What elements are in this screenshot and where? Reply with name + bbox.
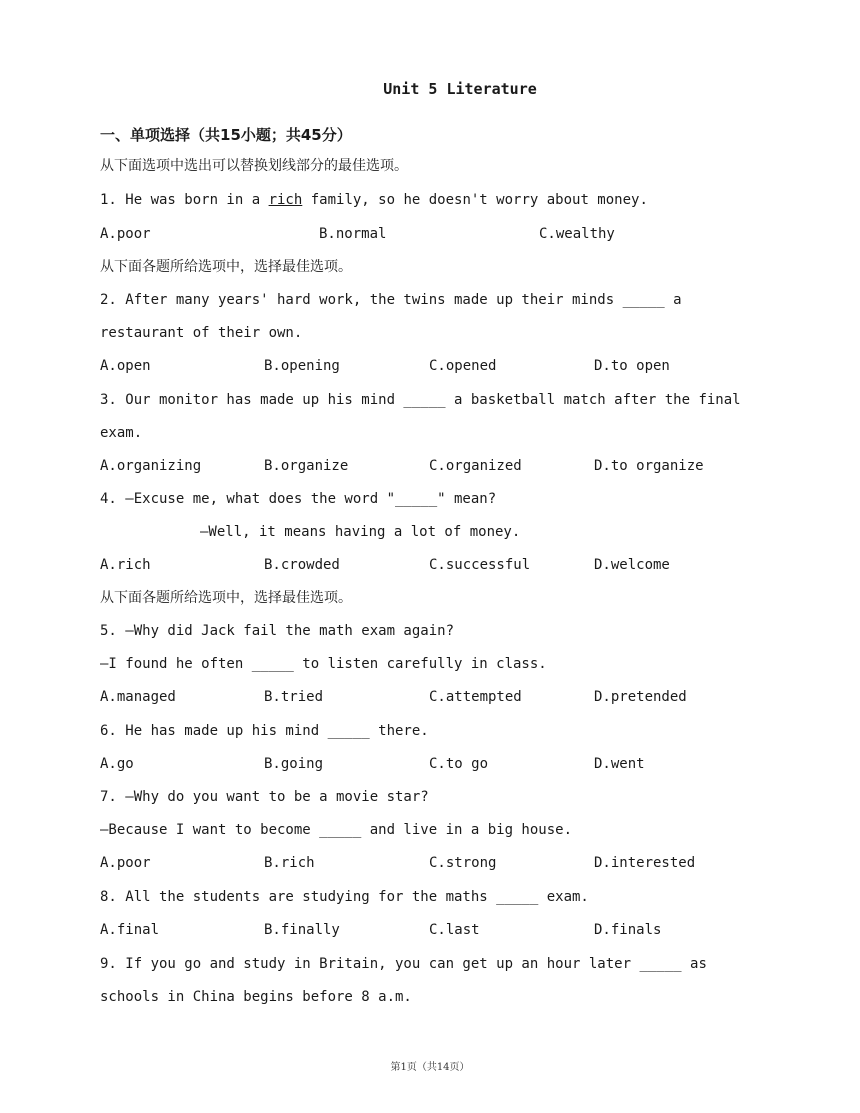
q6-option-d: D.went [594,756,645,772]
q5-option-d: D.pretended [594,689,687,705]
page-footer: 第1页（共14页） [390,1062,470,1073]
question-7-line1: 7. —Why do you want to be a movie star? [100,789,429,805]
question-1-text-post: family, so he doesn't worry about money. [302,192,648,208]
q8-option-a: A.final [100,922,160,938]
q8-option-b: B.finally [264,922,340,938]
question-9-line1: 9. If you go and study in Britain, you can get up an hour later _____ as [100,956,707,972]
q4-option-d: D.welcome [594,557,670,573]
question-2-line1: 2. After many years' hard work, the twins made up their minds _____ a [100,292,682,308]
question-5-line1: 5. —Why did Jack fail the math exam again? [100,623,455,639]
q7-option-b: B.rich [264,855,315,871]
question-2-line2: restaurant of their own. [100,325,303,341]
q5-option-a: A.managed [100,689,176,705]
q1-option-b: B.normal [319,226,387,242]
question-5-line2: —I found he often _____ to listen carefully in class. [100,656,547,672]
question-4-line2: —Well, it means having a lot of money. [200,524,521,540]
q5-option-b: B.tried [264,689,324,705]
question-4-line1: 4. —Excuse me, what does the word "_____" mean? [100,491,497,507]
question-7-line2: —Because I want to become _____ and live in a big house. [100,822,573,838]
question-3-line2: exam. [100,425,143,441]
q7-option-d: D.interested [594,855,696,871]
q6-option-b: B.going [264,756,324,772]
q3-option-d: D.to organize [594,458,704,474]
q6-option-a: A.go [100,756,134,772]
q7-option-c: C.strong [429,855,497,871]
q3-option-b: B.organize [264,458,349,474]
instruction-replace: 从下面选项中选出可以替换划线部分的最佳选项。 [100,158,408,174]
q8-option-d: D.finals [594,922,662,938]
q6-option-c: C.to go [429,756,489,772]
question-8-line1: 8. All the students are studying for the maths _____ exam. [100,889,589,905]
question-3-line1: 3. Our monitor has made up his mind _____ a basketball match after the final [100,392,741,408]
q3-option-c: C.organized [429,458,522,474]
q5-option-c: C.attempted [429,689,522,705]
q1-option-a: A.poor [100,226,151,242]
q7-option-a: A.poor [100,855,151,871]
q3-option-a: A.organizing [100,458,202,474]
page-title: Unit 5 Literature [383,80,537,98]
instruction-choose-2: 从下面各题所给选项中，选择最佳选项。 [100,590,352,606]
q2-option-d: D.to open [594,358,670,374]
question-6-line1: 6. He has made up his mind _____ there. [100,723,429,739]
q1-option-c: C.wealthy [539,226,615,242]
q4-option-b: B.crowded [264,557,340,573]
question-1-text-pre: 1. He was born in a [100,192,269,208]
q4-option-a: A.rich [100,557,151,573]
underlined-word: rich [268,192,303,208]
section-heading: 一、单项选择（共15小题；共45分） [100,126,352,144]
q2-option-b: B.opening [264,358,340,374]
question-9-line2: schools in China begins before 8 a.m. [100,989,412,1005]
instruction-choose: 从下面各题所给选项中，选择最佳选项。 [100,259,352,275]
q2-option-a: A.open [100,358,151,374]
q8-option-c: C.last [429,922,480,938]
question-1 [100,190,648,210]
q2-option-c: C.opened [429,358,497,374]
q4-option-c: C.successful [429,557,531,573]
